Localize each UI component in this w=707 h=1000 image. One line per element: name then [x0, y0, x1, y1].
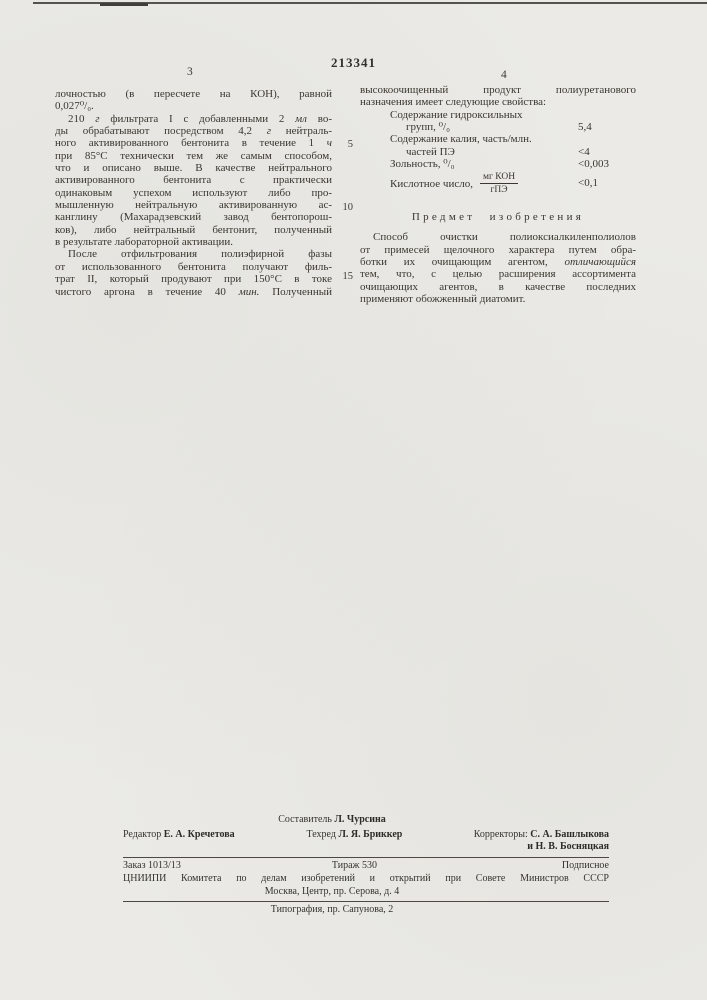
text-line: Способ очистки полиоксиалкиленполиолов	[373, 231, 636, 244]
text-line: ды обрабатывают посредством 4,2 г нейтраль-	[55, 125, 332, 138]
table-row: Содержание калия, часть/млн.	[390, 133, 532, 146]
footer-rule-bottom	[123, 901, 609, 902]
table-row	[360, 146, 636, 158]
left-column-text	[55, 88, 332, 298]
claims-heading: Предмет изобретения	[411, 211, 585, 224]
staff-row	[123, 829, 609, 854]
subscription-note: Подписное	[561, 859, 609, 871]
text-line: ботки их очищающим агентом, отличающийся	[360, 256, 636, 269]
gutter-line-number: 5	[347, 139, 353, 150]
text-line: трат II, который продувают при 150°С в токе	[55, 273, 332, 286]
text-line: применяют обожженный диатомит.	[360, 293, 526, 306]
text-line: назначения имеет следующие свойства:	[360, 96, 547, 109]
order-number: Заказ 1013/13	[123, 859, 181, 871]
fraction-denominator: гПЭ	[490, 184, 508, 195]
table-row: Содержание гидроксильных	[390, 108, 523, 121]
print-run-row	[123, 860, 609, 873]
text-line: от примесей щелочного характера путем обра-	[360, 243, 636, 256]
gutter-line-number: 10	[342, 202, 353, 213]
property-value: <0,003	[578, 158, 609, 171]
property-value: <4	[578, 145, 590, 158]
corrector-name-1: С. А. Башлыкова	[530, 828, 609, 840]
text-line: мышленную нейтральную активированную ас-	[55, 199, 332, 212]
compiler-label: Составитель	[278, 814, 332, 825]
page-number-left: 3	[187, 66, 193, 78]
correctors-line-2	[432, 841, 609, 854]
properties-table	[360, 109, 636, 198]
text-line: лочностью (в пересчете на КОН), равной	[55, 88, 332, 100]
print-run: Тираж 530	[331, 859, 377, 871]
printing-house-line: Типография, пр. Сапунова, 2	[270, 904, 394, 915]
right-column-intro	[360, 84, 636, 109]
table-row	[360, 158, 636, 170]
compiler-name: Л. Чурсина	[334, 814, 386, 825]
text-line: от использованного бентонита получают филь-	[55, 260, 332, 273]
correctors-line-1	[432, 829, 609, 842]
correctors-credit	[432, 829, 609, 854]
property-value: <0,1	[578, 177, 598, 190]
table-row	[360, 170, 636, 197]
gutter-line-number: 15	[342, 271, 353, 282]
organization-line: ЦНИИПИ Комитета по делам изобретений и открытий при Совете Министров СССР	[123, 873, 609, 884]
text-line: очищающих агентов, в качестве последних	[360, 280, 636, 293]
editor-label: Редактор	[123, 828, 162, 840]
text-line: 0,027⁰/₀.	[55, 100, 94, 113]
table-row	[360, 121, 636, 133]
text-line: что и описано выше. В качестве нейтрального	[55, 162, 332, 175]
text-line: в результате лабораторной активации.	[55, 236, 234, 249]
techred-credit	[277, 829, 431, 842]
page-number-right: 4	[501, 69, 507, 81]
patent-number: 213341	[331, 55, 376, 70]
property-label-continued: частей ПЭ	[406, 145, 455, 158]
right-column	[360, 84, 636, 305]
property-label-continued: групп, ⁰/₀	[406, 121, 450, 134]
correctors-label: Корректоры:	[473, 828, 528, 840]
property-label: Зольность, ⁰/₀	[390, 158, 455, 171]
text-line: ного активированного бентонита в течение 1 ч	[55, 137, 332, 150]
techred-label: Техред	[306, 828, 336, 840]
text-line: одинаковым успехом используют либо про-	[55, 186, 332, 199]
editor-name: Е. А. Кречетова	[163, 828, 235, 840]
fraction-numerator: мг КОН	[480, 172, 518, 185]
text-line: тем, что, с целью расширения ассортимента	[360, 268, 636, 281]
footer-rule-top	[123, 857, 609, 858]
address-line: Москва, Центр, пр. Серова, д. 4	[264, 885, 400, 897]
editor-credit	[123, 829, 277, 842]
scan-artifact-line	[100, 3, 148, 6]
compiler-line	[89, 814, 575, 827]
techred-name: Л. Я. Бриккер	[338, 828, 403, 840]
property-value: 5,4	[578, 121, 592, 134]
property-label: Кислотное число,	[390, 177, 473, 190]
text-line: канглину (Махарадзевский завод бентопорош-	[55, 211, 332, 224]
claim-paragraph	[360, 231, 636, 305]
text-line: После отфильтрования полиэфирной фазы	[68, 248, 332, 261]
text-line: активированного бентонита с практически	[55, 174, 332, 187]
text-line: при 85°С технически тем же самым способом,	[55, 149, 332, 162]
unit-fraction	[480, 172, 518, 196]
text-line: высокоочищенный продукт полиуретанового	[360, 84, 636, 96]
text-line: чистого аргона в течение 40 мин. Полученный	[55, 285, 332, 298]
imprint-footer	[123, 814, 609, 917]
text-line: ков), либо нейтральный бентонит, полученный	[55, 223, 332, 236]
text-line: 210 г фильтрата I с добавленными 2 мл во-	[68, 112, 332, 125]
corrector-name-2: и Н. В. Босняцкая	[527, 841, 609, 852]
